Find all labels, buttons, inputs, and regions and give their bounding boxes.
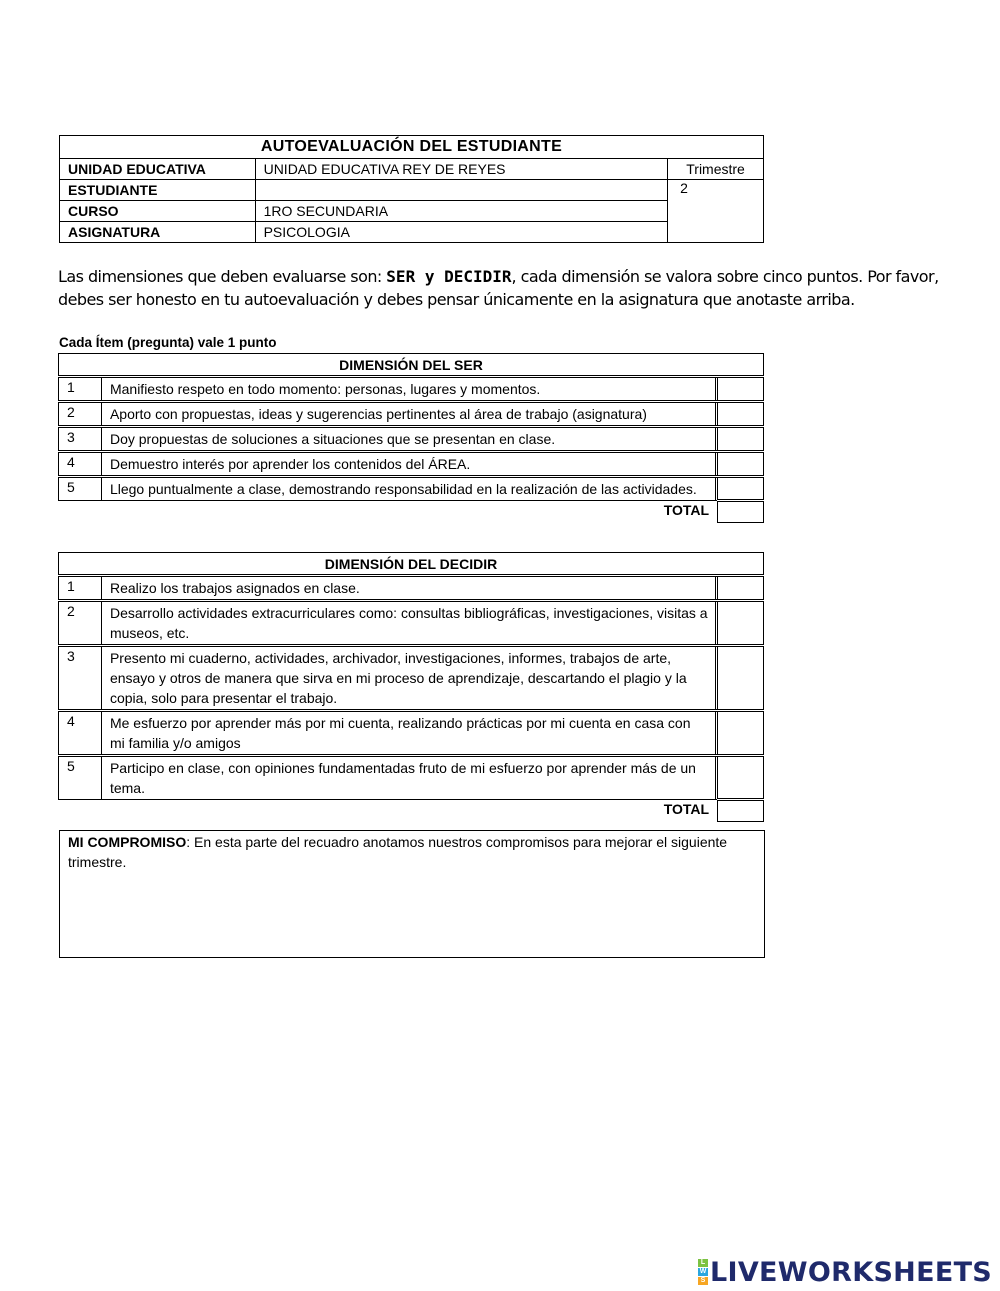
- label-curso: CURSO: [60, 201, 256, 222]
- decidir-total-input[interactable]: [718, 800, 764, 822]
- intro-paragraph: [58, 266, 958, 311]
- table-row: [59, 601, 764, 646]
- item-text: Realizo los trabajos asignados en clase.: [101, 576, 715, 601]
- item-number: 4: [59, 711, 102, 756]
- intro-text-2: , cada dimensión se valora sobre cinco puntos. Por favor, debes ser honesto en tu autoevaluación y debes pensar únicamente en la asignatura que anotaste arriba.: [58, 267, 939, 309]
- table-row: [59, 427, 764, 452]
- item-text: Me esfuerzo por aprender más por mi cuenta, realizando prácticas por mi cuenta en casa con mi familia y/o amigos: [101, 711, 715, 756]
- score-input[interactable]: [718, 452, 764, 477]
- header-table: [59, 135, 764, 243]
- score-input[interactable]: [718, 646, 764, 711]
- logo-mark-block: S: [698, 1277, 708, 1285]
- logo-mark-block: W: [699, 1268, 707, 1275]
- score-input[interactable]: [718, 377, 764, 402]
- compromiso-label: MI COMPROMISO: [68, 834, 187, 850]
- item-number: 3: [59, 427, 102, 452]
- table-row: [59, 402, 764, 427]
- decidir-title: DIMENSIÓN DEL DECIDIR: [59, 553, 764, 576]
- table-row: [59, 477, 764, 501]
- item-text: Manifiesto respeto en todo momento: personas, lugares y momentos.: [101, 377, 715, 402]
- score-input[interactable]: [718, 402, 764, 427]
- item-text: Participo en clase, con opiniones fundamentadas fruto de mi esfuerzo por aprender más de un tema.: [101, 756, 715, 800]
- item-number: 1: [59, 377, 102, 402]
- table-row: [59, 646, 764, 711]
- item-text: Demuestro interés por aprender los contenidos del ÁREA.: [101, 452, 715, 477]
- label-asignatura: ASIGNATURA: [60, 222, 256, 243]
- logo-mark-icon: [698, 1259, 708, 1285]
- item-number: 3: [59, 646, 102, 711]
- table-row: [59, 377, 764, 402]
- value-curso: 1RO SECUNDARIA: [255, 201, 668, 222]
- score-input[interactable]: [718, 576, 764, 601]
- decidir-table: [58, 552, 764, 822]
- ser-total-label: TOTAL: [663, 502, 710, 518]
- label-unidad-educativa: UNIDAD EDUCATIVA: [60, 159, 256, 180]
- item-text: Aporto con propuestas, ideas y sugerencias pertinentes al área de trabajo (asignatura): [101, 402, 715, 427]
- score-input[interactable]: [718, 711, 764, 756]
- value-asignatura: PSICOLOGIA: [255, 222, 668, 243]
- intro-text-1: Las dimensiones que deben evaluarse son:: [58, 267, 387, 286]
- estudiante-input[interactable]: [255, 180, 668, 201]
- item-number: 1: [59, 576, 102, 601]
- value-unidad-educativa: UNIDAD EDUCATIVA REY DE REYES: [255, 159, 668, 180]
- logo-text: LIVEWORKSHEETS: [710, 1256, 993, 1288]
- item-text: Presento mi cuaderno, actividades, archivador, investigaciones, informes, trabajos de arte, ensayo y otros de manera que sirva en mi proceso de aprendizaje, descartando el plagio y la copia, solo para presentar el trabajo.: [101, 646, 715, 711]
- item-text: Llego puntualmente a clase, demostrando responsabilidad en la realización de las actividades.: [101, 477, 715, 501]
- compromiso-box[interactable]: [59, 830, 765, 958]
- item-number: 2: [59, 601, 102, 646]
- items-note: Cada Ítem (pregunta) vale 1 punto: [59, 335, 277, 350]
- table-row: [59, 576, 764, 601]
- item-number: 5: [59, 477, 102, 501]
- form-title: AUTOEVALUACIÓN DEL ESTUDIANTE: [60, 136, 764, 159]
- item-number: 2: [59, 402, 102, 427]
- label-estudiante: ESTUDIANTE: [60, 180, 256, 201]
- item-text: Desarrollo actividades extracurriculares como: consultas bibliográficas, investigaciones, visitas a museos, etc.: [101, 601, 715, 646]
- trimestre-label: Trimestre: [668, 159, 764, 180]
- table-row: [59, 452, 764, 477]
- score-input[interactable]: [718, 601, 764, 646]
- score-input[interactable]: [718, 477, 764, 501]
- trimestre-value: 2: [668, 180, 764, 243]
- score-input[interactable]: [718, 427, 764, 452]
- decidir-total-label: TOTAL: [663, 801, 710, 817]
- ser-table: [58, 353, 764, 523]
- item-number: 4: [59, 452, 102, 477]
- table-row: [59, 756, 764, 800]
- intro-bold: SER y DECIDIR: [386, 267, 512, 286]
- item-text: Doy propuestas de soluciones a situaciones que se presentan en clase.: [101, 427, 715, 452]
- compromiso-text: : En esta parte del recuadro anotamos nuestros compromisos para mejorar el siguiente trimestre.: [68, 834, 728, 870]
- ser-title: DIMENSIÓN DEL SER: [59, 354, 764, 377]
- ser-total-input[interactable]: [718, 501, 764, 523]
- item-number: 5: [59, 756, 102, 800]
- table-row: [59, 711, 764, 756]
- score-input[interactable]: [718, 756, 764, 800]
- liveworksheets-logo: [698, 1257, 992, 1287]
- logo-mark-block: L: [698, 1259, 708, 1267]
